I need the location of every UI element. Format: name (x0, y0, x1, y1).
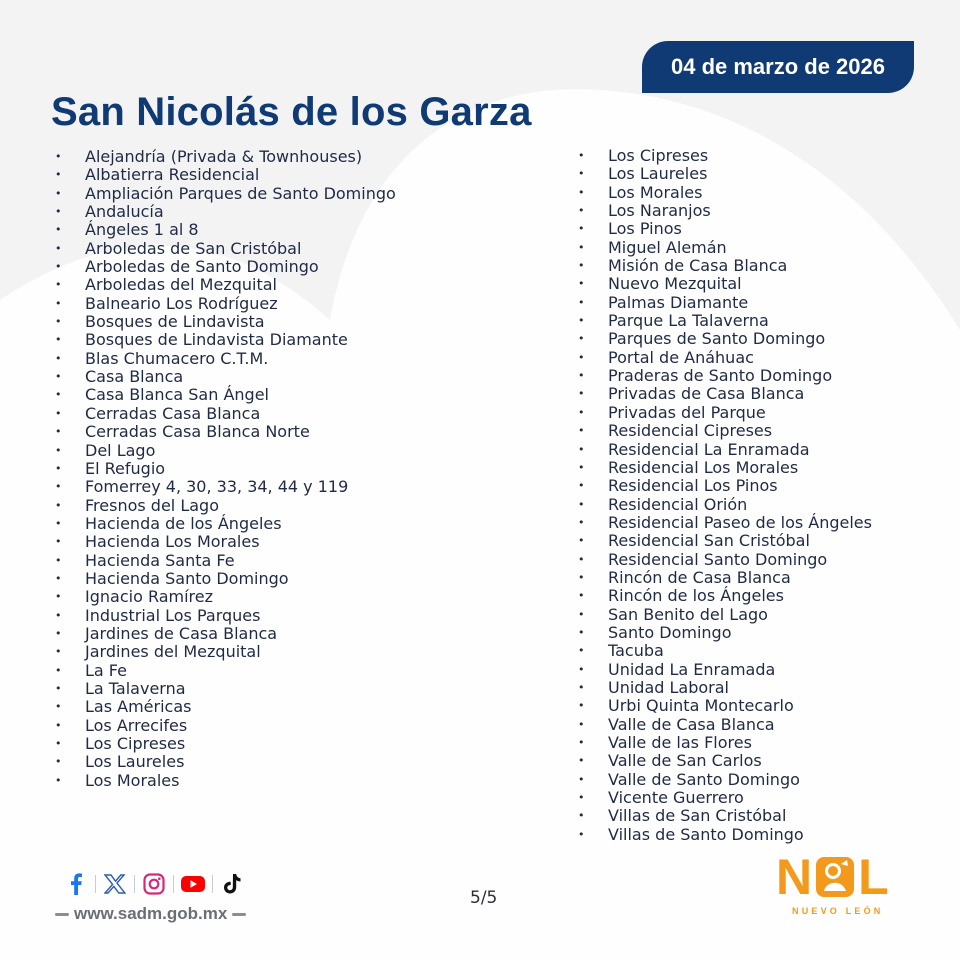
youtube-icon[interactable] (177, 868, 209, 900)
list-item: • Arboledas del Mezquital (85, 276, 396, 294)
list-item: • Hacienda de los Ángeles (85, 515, 396, 533)
list-item: • Las Américas (85, 698, 396, 716)
logo-subtitle: NUEVO LEÓN (792, 906, 884, 916)
list-item: • Los Naranjos (608, 202, 872, 220)
list-item: • Valle de Casa Blanca (608, 716, 872, 734)
social-links (60, 868, 248, 900)
list-item: • Bosques de Lindavista Diamante (85, 331, 396, 349)
page-indicator: 5/5 (470, 888, 498, 908)
list-item: • Albatierra Residencial (85, 166, 396, 184)
list-item: • Villas de Santo Domingo (608, 826, 872, 844)
list-item: • Valle de las Flores (608, 734, 872, 752)
list-item: • Los Cipreses (608, 147, 872, 165)
logo-mark (776, 849, 916, 905)
list-item: • Andalucía (85, 203, 396, 221)
list-item: • Blas Chumacero C.T.M. (85, 350, 396, 368)
list-item: • Urbi Quinta Montecarlo (608, 697, 872, 715)
list-item: • Ignacio Ramírez (85, 588, 396, 606)
list-item: • Cerradas Casa Blanca (85, 405, 396, 423)
list-item: • Miguel Alemán (608, 239, 872, 257)
list-item: • Los Laureles (608, 165, 872, 183)
list-item: • Unidad Laboral (608, 679, 872, 697)
separator (212, 875, 213, 893)
website-link[interactable] (50, 902, 251, 926)
list-item: • Ampliación Parques de Santo Domingo (85, 185, 396, 203)
list-item: • Los Morales (85, 772, 396, 790)
list-item: • Los Morales (608, 184, 872, 202)
list-item: • Privadas del Parque (608, 404, 872, 422)
x-icon[interactable] (99, 868, 131, 900)
list-item: • Residencial San Cristóbal (608, 532, 872, 550)
list-item: • Los Cipreses (85, 735, 396, 753)
list-item: • Residencial Cipreses (608, 422, 872, 440)
list-item: • Residencial Orión (608, 496, 872, 514)
list-item: • Santo Domingo (608, 624, 872, 642)
list-item: • Ángeles 1 al 8 (85, 221, 396, 239)
list-item: • Bosques de Lindavista (85, 313, 396, 331)
list-item: • Hacienda Los Morales (85, 533, 396, 551)
list-item: • Rincón de los Ángeles (608, 587, 872, 605)
list-item: • Cerradas Casa Blanca Norte (85, 423, 396, 441)
list-item: • Valle de San Carlos (608, 752, 872, 770)
date-text: 04 de marzo de 2026 (670, 54, 885, 79)
list-item: • Privadas de Casa Blanca (608, 385, 872, 403)
nuevo-leon-logo (776, 849, 916, 924)
list-item: • Portal de Anáhuac (608, 349, 872, 367)
list-item: • Balneario Los Rodríguez (85, 295, 396, 313)
list-item: • Los Arrecifes (85, 717, 396, 735)
separator (173, 875, 174, 893)
list-item: • El Refugio (85, 460, 396, 478)
list-item: • Tacuba (608, 642, 872, 660)
list-item: • Praderas de Santo Domingo (608, 367, 872, 385)
list-item: • Del Lago (85, 442, 396, 460)
instagram-icon[interactable] (138, 868, 170, 900)
list-item: • Palmas Diamante (608, 294, 872, 312)
list-item: • San Benito del Lago (608, 606, 872, 624)
list-item: • Nuevo Mezquital (608, 275, 872, 293)
list-item: • Villas de San Cristóbal (608, 807, 872, 825)
colonias-list-left (85, 148, 396, 790)
separator (95, 875, 96, 893)
list-item: • Casa Blanca (85, 368, 396, 386)
list-item: • Jardines de Casa Blanca (85, 625, 396, 643)
logo-letter-n: N (776, 849, 813, 905)
colonias-list-right (608, 147, 872, 844)
facebook-icon[interactable] (60, 868, 92, 900)
list-item: • Valle de Santo Domingo (608, 771, 872, 789)
list-item: • Alejandría (Privada & Townhouses) (85, 148, 396, 166)
list-item: • Parques de Santo Domingo (608, 330, 872, 348)
list-item: • Hacienda Santo Domingo (85, 570, 396, 588)
website-text: www.sadm.gob.mx (74, 904, 228, 923)
list-item: • Parque La Talaverna (608, 312, 872, 330)
list-item: • Residencial Los Morales (608, 459, 872, 477)
list-item: • Los Pinos (608, 220, 872, 238)
list-item: • Arboledas de San Cristóbal (85, 240, 396, 258)
list-item: • Residencial La Enramada (608, 441, 872, 459)
dash-right (232, 913, 246, 916)
list-item: • Residencial Santo Domingo (608, 551, 872, 569)
separator (134, 875, 135, 893)
list-item: • Casa Blanca San Ángel (85, 386, 396, 404)
tiktok-icon[interactable] (216, 868, 248, 900)
list-item: • Jardines del Mezquital (85, 643, 396, 661)
lion-emblem-icon (814, 855, 856, 899)
list-item: • La Talaverna (85, 680, 396, 698)
list-item: • Los Laureles (85, 753, 396, 771)
list-item: • Residencial Paseo de los Ángeles (608, 514, 872, 532)
page-title: San Nicolás de los Garza (51, 90, 532, 134)
list-item: • Vicente Guerrero (608, 789, 872, 807)
list-item: • Hacienda Santa Fe (85, 552, 396, 570)
logo-letter-l: L (858, 849, 889, 905)
date-badge (642, 41, 914, 93)
list-item: • Industrial Los Parques (85, 607, 396, 625)
list-item: • Rincón de Casa Blanca (608, 569, 872, 587)
list-item: • Fresnos del Lago (85, 497, 396, 515)
list-item: • Misión de Casa Blanca (608, 257, 872, 275)
list-item: • La Fe (85, 662, 396, 680)
dash-left (55, 913, 69, 916)
list-item: • Fomerrey 4, 30, 33, 34, 44 y 119 (85, 478, 396, 496)
list-item: • Residencial Los Pinos (608, 477, 872, 495)
list-item: • Unidad La Enramada (608, 661, 872, 679)
list-item: • Arboledas de Santo Domingo (85, 258, 396, 276)
